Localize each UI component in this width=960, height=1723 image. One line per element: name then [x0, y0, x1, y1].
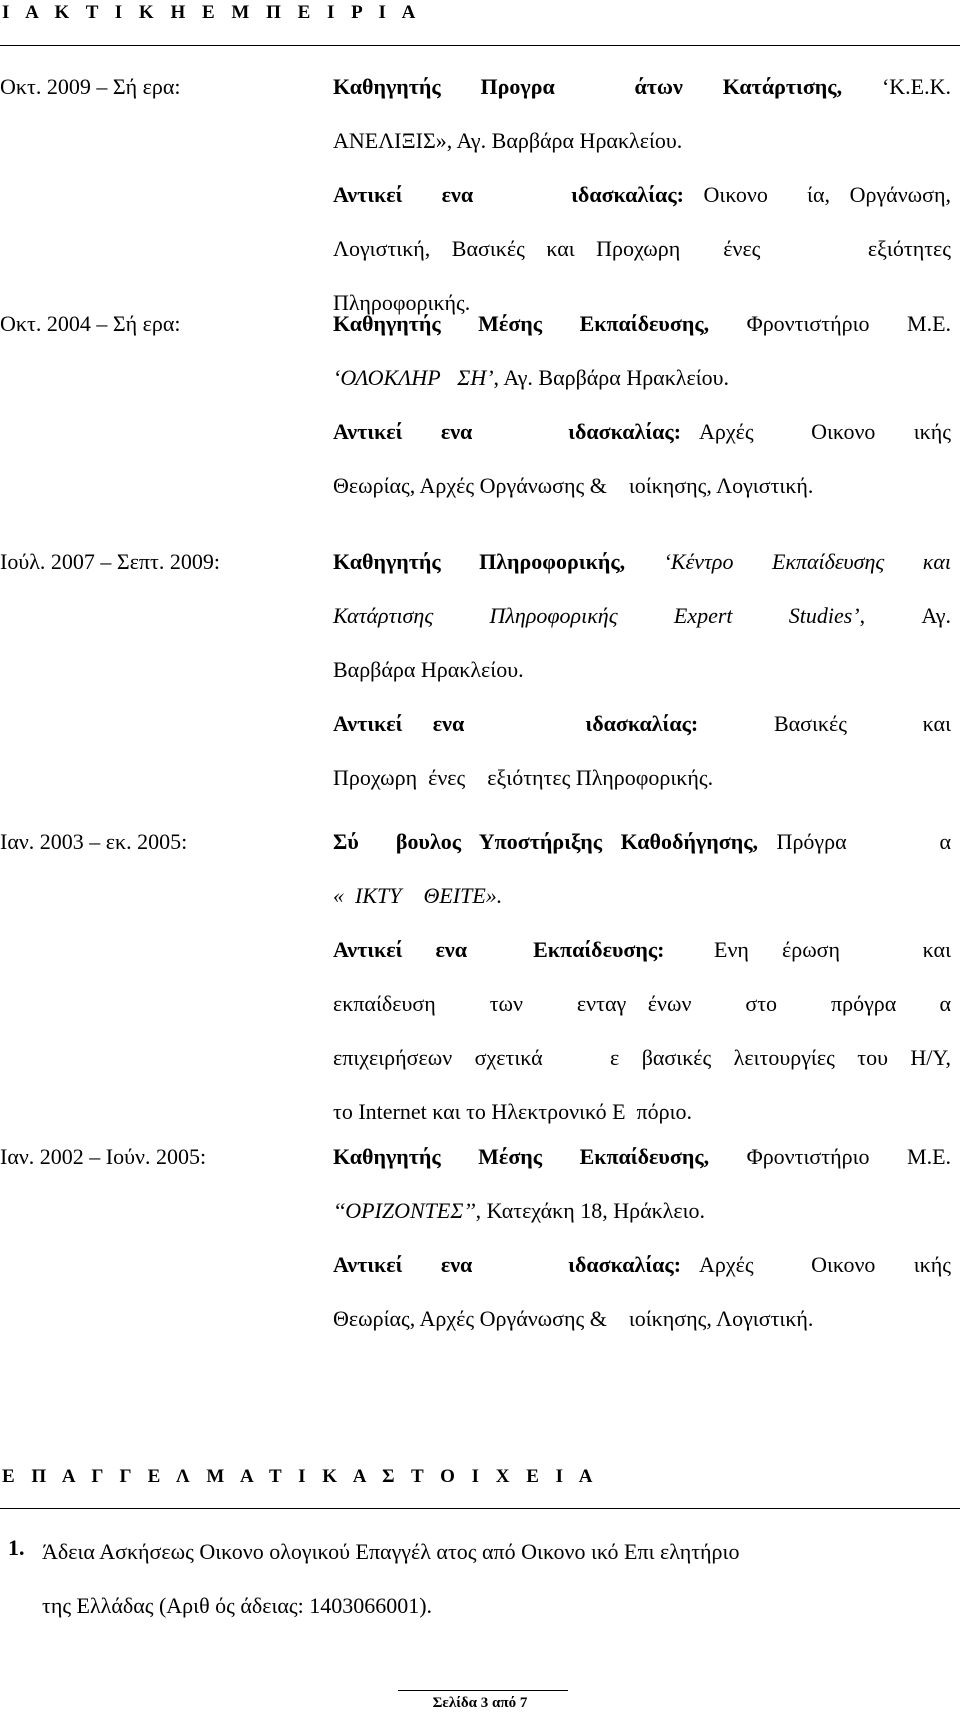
text-line [333, 599, 951, 653]
section-divider [0, 45, 960, 46]
bold-text: Σύ βουλος Υποστήριξης Καθοδήγησης, [333, 829, 758, 854]
text: Πρόγρα α [757, 829, 951, 854]
text: Αρχές Οικονο ικής [681, 419, 951, 444]
italic-text: Κατάρτισης Πληροφορικής Expert Studies’ [333, 603, 860, 628]
text: Πληροφορικής. [333, 290, 471, 315]
entry-description [333, 545, 951, 815]
bold-text: Καθηγητής Προγρα άτων Κατάρτισης, [333, 74, 843, 99]
text: ‘Κ.Ε.Κ. [842, 74, 951, 99]
text-line [333, 415, 951, 469]
text: Βασικές και [698, 711, 951, 736]
text-line [333, 1248, 951, 1302]
text-line [333, 879, 951, 933]
text: επιχειρήσεων σχετικά ε βασικές λειτουργίες του Η/Υ, [333, 1045, 951, 1070]
text-line [333, 1140, 951, 1194]
text: το Internet και το Ηλεκτρονικό Ε πόριο. [333, 1099, 693, 1124]
bold-text: Καθηγητής Μέσης Εκπαίδευσης, [333, 1144, 710, 1169]
text-line [333, 761, 951, 815]
italic-text: ‘ΟΛΟΚΛΗΡ ΣΗ’ [333, 365, 494, 390]
text: , Κατεχάκη 18, Ηράκλειο. [475, 1198, 706, 1223]
text-line: Άδεια Ασκήσεως Οικονο ολογικού Επαγγέλ ατος από Οικονο ικό Επι ελητήριο [42, 1539, 740, 1564]
text: εκπαίδευση των ενταγ ένων στο πρόγρα α [333, 991, 951, 1016]
text: Φροντιστήριο Μ.Ε. [709, 311, 952, 336]
text-line [333, 707, 951, 761]
text-line [333, 361, 951, 415]
entry-description [333, 825, 951, 1149]
section-heading-experience: Ι Α Κ Τ Ι Κ Η Ε Μ Π Ε Ι Ρ Ι Α [2, 2, 422, 23]
text: Φροντιστήριο Μ.Ε. [709, 1144, 952, 1169]
text: Αρχές Οικονο ικής [681, 1252, 951, 1277]
text-line [333, 825, 951, 879]
entry-date: Ιούλ. 2007 – Σεπτ. 2009: [0, 549, 220, 574]
text: Βαρβάρα Ηρακλείου. [333, 657, 524, 682]
text-line [333, 653, 951, 707]
bold-text: Αντικεί ενα Εκπαίδευσης: [333, 937, 665, 962]
text: Ενη έρωση και [664, 937, 951, 962]
text: Θεωρίας, Αρχές Οργάνωσης & ιοίκησης, Λογιστική. [333, 1306, 814, 1331]
page-footer: Σελίδα 3 από 7 [432, 1695, 528, 1711]
text-line [333, 469, 951, 523]
text-line [333, 124, 951, 178]
text: ΑΝΕΛΙΞΙΣ», Αγ. Βαρβάρα Ηρακλείου. [333, 128, 683, 153]
text-line [333, 178, 951, 232]
list-item-text [42, 1535, 942, 1643]
text-line: της Ελλάδας (Αριθ ός άδειας: 1403066001). [42, 1593, 433, 1618]
text: , Αγ. Βαρβάρα Ηρακλείου. [493, 365, 730, 390]
text-line [333, 232, 951, 286]
entry-date: Ιαν. 2003 – εκ. 2005: [0, 829, 188, 854]
entry-date: Οκτ. 2009 – Σή ερα: [0, 74, 181, 99]
italic-text: ‘Κέντρο Εκπαίδευσης και [625, 549, 951, 574]
entry-date: Οκτ. 2004 – Σή ερα: [0, 311, 181, 336]
entry-description [333, 307, 951, 523]
text-line [333, 933, 951, 987]
text: Οικονο ία, Οργάνωση, [683, 182, 951, 207]
bold-text: Καθηγητής Πληροφορικής, [333, 549, 626, 574]
text: Θεωρίας, Αρχές Οργάνωσης & ιοίκησης, Λογιστική. [333, 473, 814, 498]
text-line [333, 307, 951, 361]
entry-description [333, 70, 951, 340]
italic-text: ‘‘ΟΡΙΖΟΝΤΕΣ’’ [333, 1198, 476, 1223]
text-line [333, 1041, 951, 1095]
bold-text: Καθηγητής Μέσης Εκπαίδευσης, [333, 311, 710, 336]
bold-text: Αντικεί ενα ιδασκαλίας: [333, 182, 684, 207]
bold-text: Αντικεί ενα ιδασκαλίας: [333, 711, 699, 736]
text-line [333, 1302, 951, 1356]
text-line [333, 987, 951, 1041]
section-heading-professional: Ε Π Α Γ Γ Ε Λ Μ Α Τ Ι Κ Α Σ Τ Ο Ι Χ Ε Ι Α [2, 1466, 599, 1487]
text: Προχωρη ένες εξιότητες Πληροφορικής. [333, 765, 714, 790]
section-divider [0, 1508, 960, 1509]
text-line [333, 545, 951, 599]
text: Λογιστική, Βασικές και Προχωρη ένες εξιότητες [333, 236, 951, 261]
italic-text: « ΙΚΤΥ ΘΕΙΤΕ». [333, 883, 503, 908]
text: , Αγ. [859, 603, 951, 628]
entry-date: Ιαν. 2002 – Ιούν. 2005: [0, 1144, 207, 1169]
footer-divider [398, 1690, 568, 1691]
list-number: 1. [8, 1535, 25, 1560]
entry-description [333, 1140, 951, 1356]
text-line [333, 70, 951, 124]
text-line [333, 1194, 951, 1248]
bold-text: Αντικεί ενα ιδασκαλίας: [333, 419, 682, 444]
bold-text: Αντικεί ενα ιδασκαλίας: [333, 1252, 682, 1277]
